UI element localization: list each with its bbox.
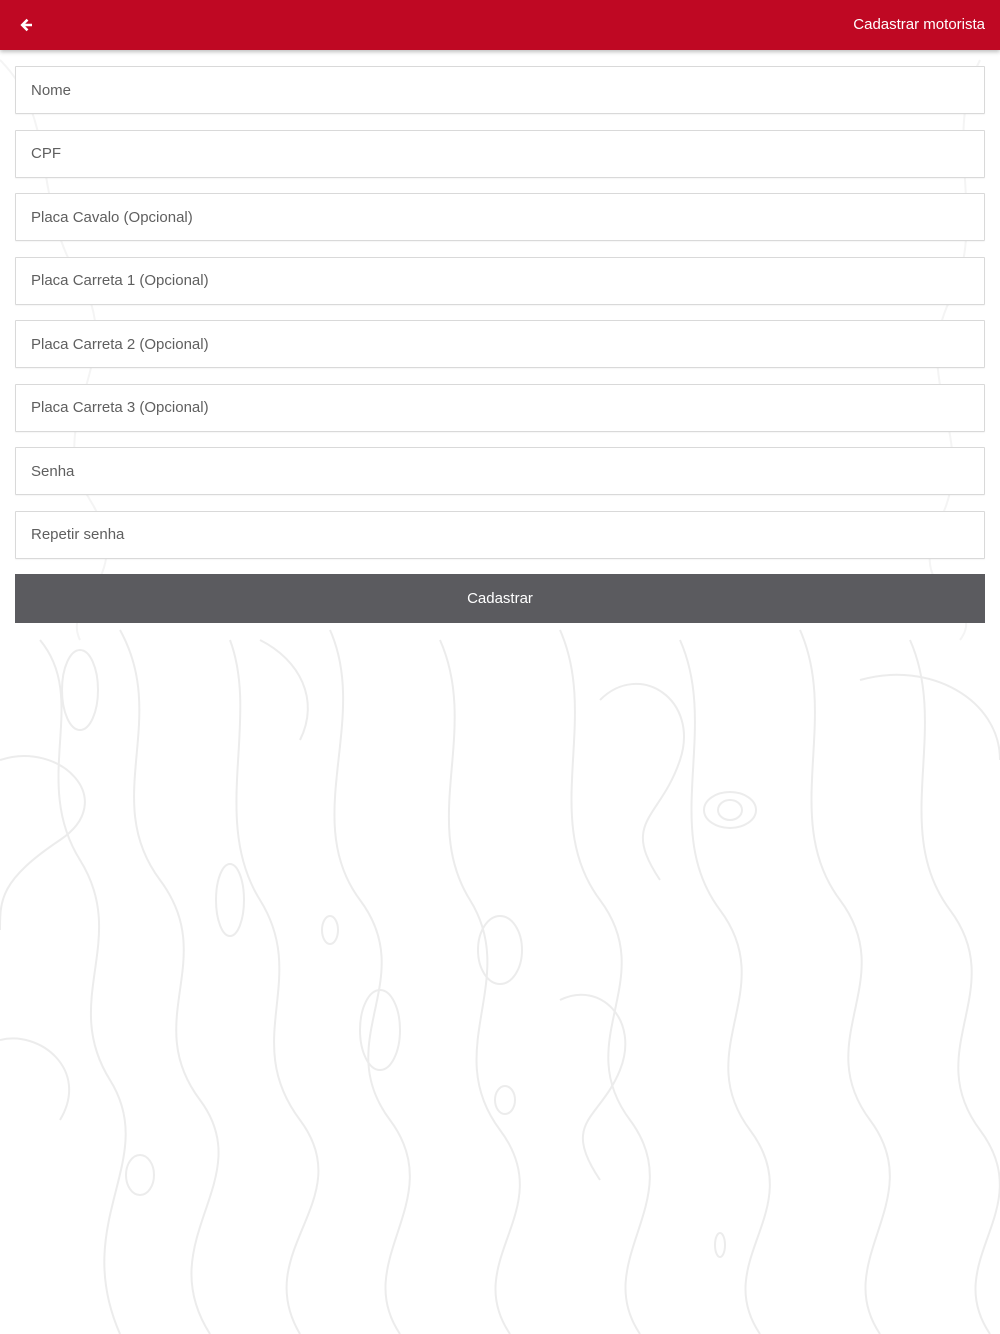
app-bar [0, 0, 1000, 50]
repeat-password-field-container [15, 511, 985, 559]
placa-carreta-2-input[interactable] [16, 321, 984, 367]
page-title: Cadastrar motorista [853, 16, 985, 33]
cpf-input[interactable] [16, 131, 984, 177]
placa-carreta-1-input[interactable] [16, 258, 984, 304]
back-button[interactable] [8, 7, 44, 43]
name-input[interactable] [16, 67, 984, 113]
placa-carreta-1-field-container [15, 257, 985, 305]
placa-carreta-3-input[interactable] [16, 385, 984, 431]
placa-cavalo-field-container [15, 193, 985, 241]
arrow-left-icon [18, 17, 34, 33]
name-field-container [15, 66, 985, 114]
placa-carreta-2-field-container [15, 320, 985, 368]
register-form [15, 66, 985, 623]
repeat-password-input[interactable] [16, 512, 984, 558]
password-input[interactable] [16, 448, 984, 494]
placa-cavalo-input[interactable] [16, 194, 984, 240]
password-field-container [15, 447, 985, 495]
register-button[interactable]: Cadastrar [15, 574, 985, 623]
cpf-field-container [15, 130, 985, 178]
placa-carreta-3-field-container [15, 384, 985, 432]
